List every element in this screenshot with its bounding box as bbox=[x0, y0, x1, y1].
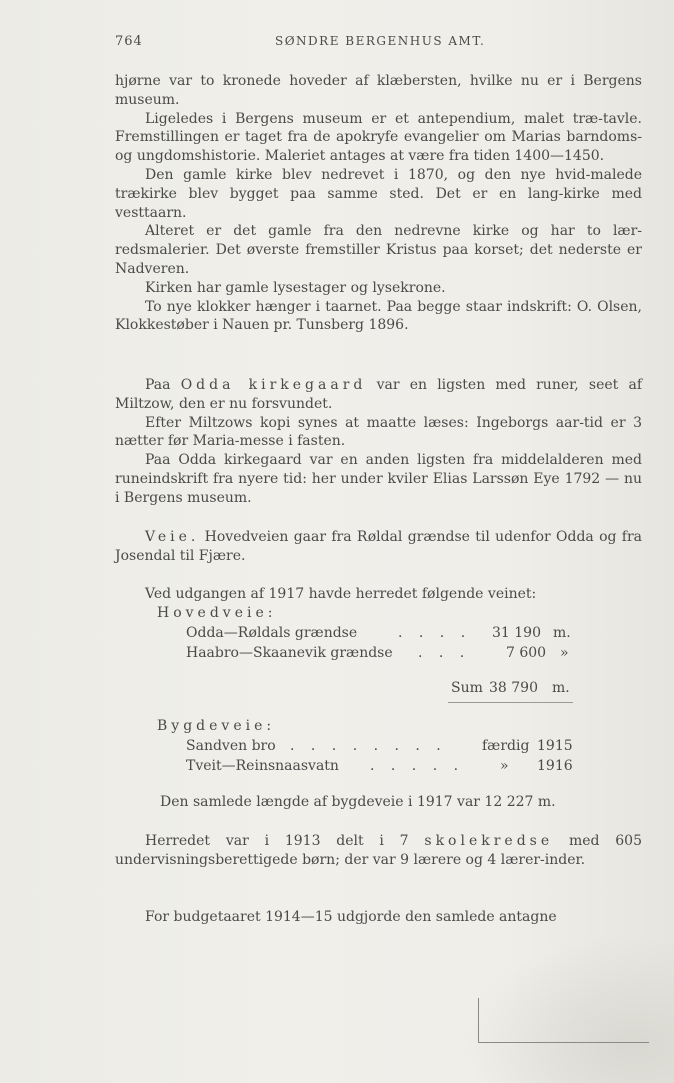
school-rest: med 605 undervisningsberettigede børn; der var 9 lærere og 4 lærer-inder. bbox=[115, 833, 642, 868]
main-road-dots-1: . . . . bbox=[398, 625, 472, 641]
village-road-dots-1: . . . . . . . . bbox=[290, 738, 447, 754]
village-road-dots-2: . . . . . bbox=[370, 758, 465, 774]
village-road-year-2: 1916 bbox=[537, 758, 573, 774]
main-road-unit-1: m. bbox=[553, 625, 571, 641]
paragraph-11: Ved udgangen af 1917 havde herredet følgende veinet: bbox=[145, 586, 537, 602]
hovedveie-heading: Hovedveie: bbox=[157, 605, 277, 621]
paragraph-7 bbox=[115, 376, 642, 414]
paragraph-10 bbox=[115, 528, 642, 566]
main-road-name-1: Odda—Røldals grændse bbox=[186, 625, 358, 641]
paragraph-2: Ligeledes i Bergens museum er et antependium, malet træ-tavle. Fremstillingen er taget fra de apokryfe evangelier om Marias barndoms- og ungdomshistorie. Maleriet antages at være fra tiden 1400—1450. bbox=[115, 110, 642, 165]
sum-unit: m. bbox=[552, 680, 570, 696]
road-intro bbox=[115, 585, 642, 604]
p7-rest: var en ligsten med runer, seet af Miltzow, den er nu forsvundet. bbox=[115, 377, 643, 412]
veie-heading: Veie. bbox=[145, 529, 200, 545]
main-road-unit-2: » bbox=[560, 645, 569, 661]
body-text-top bbox=[115, 72, 642, 335]
village-road-status-1: færdig bbox=[482, 738, 530, 754]
main-road-value-2: 7 600 bbox=[506, 645, 547, 661]
sum-label: Sum bbox=[451, 680, 483, 696]
paragraph-3: Den gamle kirke blev nedrevet i 1870, og den nye hvid-malede trækirke blev bygget paa samme sted. Det er en lang-kirke med vesttaarn. bbox=[115, 166, 642, 221]
running-title: SØNDRE BERGENHUS AMT. bbox=[275, 34, 486, 48]
body-text-budget bbox=[115, 908, 642, 927]
paragraph-6: To nye klokker hænger i taarnet. Paa begge staar indskrift: O. Olsen, Klokkestøber i Nauen pr. Tunsberg 1896. bbox=[115, 298, 642, 334]
village-road-year-1: 1915 bbox=[537, 738, 573, 754]
school-prefix: Herredet var i 1913 delt i 7 bbox=[145, 833, 409, 849]
main-road-value-1: 31 190 bbox=[492, 625, 541, 641]
paragraph-school bbox=[115, 832, 642, 870]
odda-kirkegaard-spaced: Odda kirkegaard bbox=[180, 377, 367, 393]
body-text-roads bbox=[115, 528, 642, 566]
p7-prefix: Paa bbox=[145, 377, 171, 393]
body-text-school bbox=[115, 832, 642, 870]
village-road-name-1: Sandven bro bbox=[186, 738, 276, 754]
sum-rule bbox=[448, 702, 573, 703]
page-number: 764 bbox=[115, 34, 143, 49]
paragraph-8: Efter Miltzows kopi synes at maatte læses: Ingeborgs aar-tid er 3 nætter før Maria-messe i fasten. bbox=[115, 414, 642, 450]
paragraph-4: Alteret er det gamle fra den nedrevne kirke og har to lær-redsmalerier. Det øverste fremstiller Kristus paa korset; det nederste er Nadveren. bbox=[115, 223, 642, 277]
skolekredse-spaced: skolekredse bbox=[424, 833, 554, 849]
corner-bracket bbox=[478, 998, 649, 1043]
village-road-name-2: Tveit—Reinsnaasvatn bbox=[186, 758, 339, 774]
paragraph-1: hjørne var to kronede hoveder af klæbersten, hvilke nu er i Bergens museum. bbox=[115, 73, 642, 108]
paragraph-budget: For budgetaaret 1914—15 udgjorde den samlede antagne bbox=[145, 909, 557, 925]
body-text-churchyard bbox=[115, 376, 642, 508]
bygdeveie-heading: Bygdeveie: bbox=[157, 718, 276, 734]
paragraph-5: Kirken har gamle lysestager og lysekrone. bbox=[145, 279, 446, 296]
sum-value: 38 790 bbox=[489, 680, 538, 696]
village-road-total: Den samlede længde af bygdeveie i 1917 var 12 227 m. bbox=[160, 794, 556, 810]
p10-rest: Hovedveien gaar fra Røldal grændse til udenfor Odda og fra Josendal til Fjære. bbox=[115, 529, 642, 564]
main-road-name-2: Haabro—Skaanevik grændse bbox=[186, 645, 393, 661]
village-road-status-2: » bbox=[500, 758, 509, 774]
paragraph-9: Paa Odda kirkegaard var en anden ligsten fra middelalderen med runeindskrift fra nyere tid: her under kviler Elias Larssøn Eye 1792 — nu i Bergens museum. bbox=[115, 452, 642, 506]
main-road-dots-2: . . . bbox=[418, 645, 471, 661]
